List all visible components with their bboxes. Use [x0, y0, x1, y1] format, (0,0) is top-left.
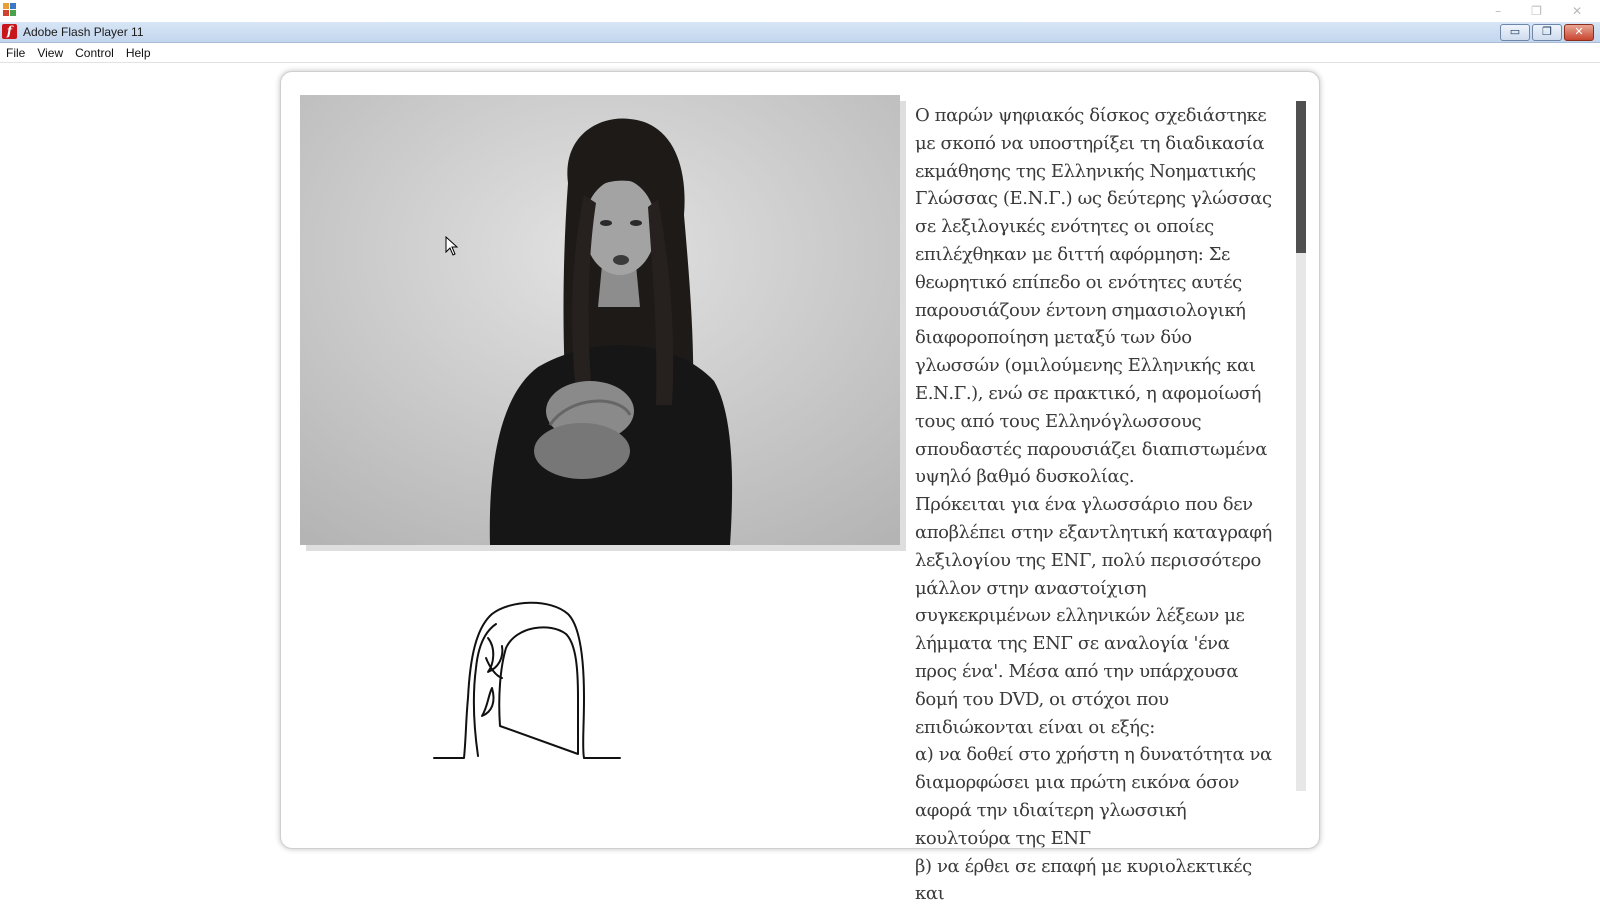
app-window-icon [3, 3, 16, 16]
close-button[interactable]: ✕ [1564, 24, 1594, 41]
restore-button[interactable]: ❐ [1532, 24, 1562, 41]
window-title: Adobe Flash Player 11 [23, 25, 144, 39]
menu-view[interactable]: View [37, 45, 64, 60]
outer-close-button[interactable]: ✕ [1571, 4, 1582, 18]
menu-help[interactable]: Help [125, 45, 151, 60]
minimize-button[interactable]: ▭ [1500, 24, 1530, 41]
text-scrollbar[interactable] [1296, 101, 1306, 791]
outer-window-bar [0, 0, 1600, 22]
flash-icon: f [2, 24, 17, 39]
text-paragraph: Ο παρών ψηφιακός δίσκος σχεδιάστηκε με σκοπό να υποστηρίξει τη διαδικασία εκμάθησης της Ελληνικής Νοηματικής Γλώσσας (Ε.Ν.Γ.) ως δεύτερης γλώσσας σε λεξιλογικές ενότητες οι οποίες επιλέχθηκαν με διττή αφόρμηση: Σε θεωρητικό επίπεδο οι ενότητες αυτές παρουσιάζουν έντονη σημασιολογική διαφοροποίηση μεταξύ των δύο γλωσσών (ομιλούμενης Ελληνικής και Ε.Ν.Γ.), ενώ σε πρακτικό, η αφομοίωσή τους από τους Ελληνόγλωσσους σπουδαστές παρουσιάζει διαπιστωμένα υψηλό βαθμό δυσκολίας. [915, 105, 1272, 488]
signer-figure [300, 95, 900, 545]
sign-illustration [430, 598, 630, 766]
description-text [915, 102, 1275, 905]
mouse-cursor-icon [445, 236, 459, 256]
text-paragraph: Πρόκειται για ένα γλωσσάριο που δεν αποβλέπει στην εξαντλητική καταγραφή λεξιλογίου της ΕΝΓ, πολύ περισσότερο μάλλον στην αναστοίχιση συγκεκριμένων ελληνικών λέξεων με λήμματα της ΕΝΓ σε αναλογία 'ένα προς ένα'. Μέσα από την υπάρχουσα δομή του DVD, οι στόχοι που επιδιώκονται είναι οι εξής: [915, 494, 1272, 738]
outer-restore-button[interactable]: ❐ [1531, 4, 1542, 18]
outer-minimize-button[interactable]: – [1495, 4, 1502, 18]
menu-control[interactable]: Control [75, 45, 114, 60]
menu-bar [0, 43, 1600, 63]
scrollbar-thumb[interactable] [1296, 101, 1306, 253]
video-player[interactable] [300, 95, 900, 545]
text-paragraph: β) να έρθει σε επαφή με κυριολεκτικές και [915, 855, 1252, 905]
menu-file[interactable]: File [6, 45, 26, 60]
titlebar [0, 22, 1600, 43]
text-paragraph: α) να δοθεί στο χρήστη η δυνατότητα να διαμορφώσει μια πρώτη εικόνα όσον αφορά την ιδιαίτερη γλωσσική κουλτούρα της ΕΝΓ [915, 744, 1272, 849]
